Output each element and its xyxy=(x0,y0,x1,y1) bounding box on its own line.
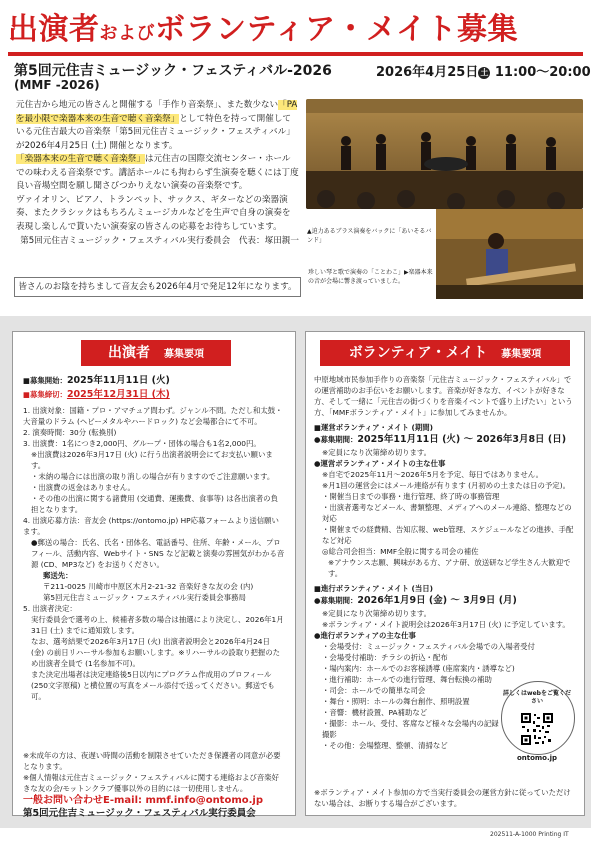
performer-notes: ※未成年の方は、夜遅い時間の活動を制限させていただき保護者の同意が必要となります。 ※個人情報は元住吉ミュージック・フェスティバルに関する連絡および音楽好きな友の会/モットンクラブ優事以外の目的には一切使用しません。 一般お問い合わせE-mail: mmf.info@ontomo.jp 第5回元住吉ミュージック・フェスティバル実行委員会 xyxy=(23,750,285,819)
volunteer-details: 中原地域市民参加手作りの音楽祭「元住吉ミュージック・フェスティバル」での運営補助のお手伝いをお願いします。音楽が好きな方、イベントが好きな方、そして一緒に「元住吉の街づくりを音楽イベントで盛り上げたい」という方、「MMFボランティア・メイト」に参加してみませんか。 ■運営ボランティア・メイト (期間) ●募集期間：2025年11月11日 (火) ～ 2026年3月8日 (日) ※定員になり次第締め切ります。 ●運営ボランティア・メイトの主な仕事 ※自宅で2025年11月～2026年5月を予定、毎日ではありません。 ※月1回の運営会にはメール連絡が有ります (月初めの土または日の予定)。 ・開催当日までの事務・進行管理、終了時の事務管理 ・出演者選考などメール、書類整理、メディアへのメール連絡、整理などの対応 ・開催までの経費精、告知広報、web管理、スケジュールなどの進捗、手配など対応 ◎総合司会担当：MMF全般に関する司会の補佐 ※アナウンス志願、興味がある方、アナ研、放送研など学生さん大歓迎です。 ■進行ボランティア・メイト (当日) ●募集期間：2026年1月9日 (金) ～ 3月9日 (月) ※定員になり次第締め切ります。 ※ボランティア・メイト説明会は2026年3月17日 (火) に予定しています。 ●進行ボランティアの主な仕事 ・会場受付：ミュージック・フェスティバル会場での入場者受付 ・会場受付補助：チラシの折込・配布 ・場内案内：ホールでのお客様誘導 (座席案内・誘導など) ・進行補助：ホールでの進行管理、舞台転換の補助 ・司会：ホールでの簡単な司会 ・舞台・照明：ホールの舞台創作、照明設置 ・音響：機材設置、PA補助など ・撮影：ホール、受付、客席など様々な会場内の記録撮影 ・その他：会場整理、整頓、清掃など xyxy=(314,375,574,750)
koto-photo xyxy=(436,209,583,299)
volunteer-heading: ボランティア・メイト 募集要項 xyxy=(320,340,570,366)
title-rule xyxy=(8,52,583,56)
performer-details: ■募集開始：2025年11月11日 (火) ■募集締切：2025年12月31日 (木) 1. 出演対象：国籍・プロ・アマチュア問わず。ジャンル不問。ただし和太鼓・大音量のドラム (ヘビーメタルやハードロック) など会場都合にて不可。 2. 演奏時間：30分 (転換別) 3. 出演費：1名につき2,000円、グループ・団体の場合も1名2,000円。 ※出演費は2026年3月17日 (火) に行う出演者説明会にてお支払い願います。 ・未納の場合には出演の取り消しの場合が有りますのでご注意願います。 ・出演費の返金はありません。 ・その他の出演に関する諸費用 (交通費、運搬費、食事等) は各出演者の負担となります。 4. 出演応募方法：音友会 (https://ontomo.jp) HP応募フォームより送信願います。 ●郵送の場合：氏名、氏名・団体名、電話番号、住所、年齢・メール、プロフィール、活動内容、Webサイト・SNS など記載と演奏の雰囲気がわかる音源 (CD、MP3など) をお送りください。 郵送先： 〒211-0025 川崎市中原区木月2-21-32 音楽好きな友の会 (内) 第5回元住吉ミュージック・フェスティバル実行委員会事務局 5. 出演者決定： 実行委員会で選考の上、候補者多数の場合は抽選により決定し、2026年1月31日 (土) までに通知致します。 なお、選考結果で2026年3月17日 (火) 出演者説明会と2026年4月24日 (金) の前日リハーサル参加もお願いします。※リハーサルの設取り把握のため出演者全員で (1名参加不可)。 また決定出場者は決定連絡後5日以内にプログラム作成用のプロフィール (250文字原稿) と横位置の写真をメール添付で送ってください。郵送でも可。 xyxy=(23,375,285,701)
event-date: 2026年4月25日 土 11:00～20:00 xyxy=(376,65,591,80)
caption-band: ▲迫力あるブラス演奏をバックに「あいそるバンド」 xyxy=(307,228,432,244)
intro-text: 元住吉から地元の皆さんと開催する「手作り音楽祭」、また数少ない「PAを最小限で楽器本来の生音で聴く音楽祭」として特色を持って開催している元住吉最大の音楽祭「第5回元住吉ミュージック・フェスティバル」が2026年4月25日 (土) 開催となります。 「楽器本来の生音で聴く音楽祭」は元住吉の国際交流センター・ホールでの味わえる音楽祭です。講話ホールにも拘わらず生演奏を聴くには丁度良い音場空間を願し聞さびつかりえない演奏の音楽祭です。 ヴァイオリン、ピアノ、トランペット、サックス、ギターなどの楽器演奏、またクラシックはもちろんミュージカルなどを生声で自身の演奏を表現し楽しんで貰いたい演奏家の皆さんの応募をお待ちしています。 第5回元住吉ミュージック・フェスティバル実行委員会 代表：塚田親一 xyxy=(16,99,299,249)
festival-abbr: (MMF -2026) xyxy=(14,78,100,92)
festival-name: 第5回元住吉ミュージック・フェスティバル-2026 xyxy=(14,63,332,79)
web-badge-text: 詳しくはwebをご覧ください xyxy=(503,690,571,705)
contact-email: 一般お問い合わせE-mail: mmf.info@ontomo.jp xyxy=(23,795,264,806)
saturday-mark: 土 xyxy=(480,68,489,77)
performer-panel xyxy=(12,331,296,819)
caption-koto: 珍しい琴と歌で演奏の「ことわこ」▶楽器本来の音が会場に響き渡っていました。 xyxy=(308,269,433,285)
volunteer-footer-note: ※ボランティア・メイト参加の方で当実行委員会の運営方針に従っていただけない場合は、お断りする場合がございます。 xyxy=(314,788,571,808)
print-code: 202511-A-1000 Printing IT xyxy=(490,831,569,838)
signature: 第5回元住吉ミュージック・フェスティバル実行委員会 代表：塚田親一 xyxy=(20,236,299,246)
main-title: 出演者およびボランティア・メイト募集 xyxy=(8,12,518,47)
qr-code-icon[interactable] xyxy=(520,712,554,746)
thanks-box: 皆さんのお陰を持ちまして音友会も2026年4月で発足12年になります。 xyxy=(14,277,301,297)
performer-heading: 出演者 募集要項 xyxy=(81,340,231,366)
web-url[interactable]: ontomo.jp xyxy=(516,754,558,762)
organizer-name: 第5回元住吉ミュージック・フェスティバル実行委員会 xyxy=(23,808,256,819)
band-photo xyxy=(306,99,583,209)
